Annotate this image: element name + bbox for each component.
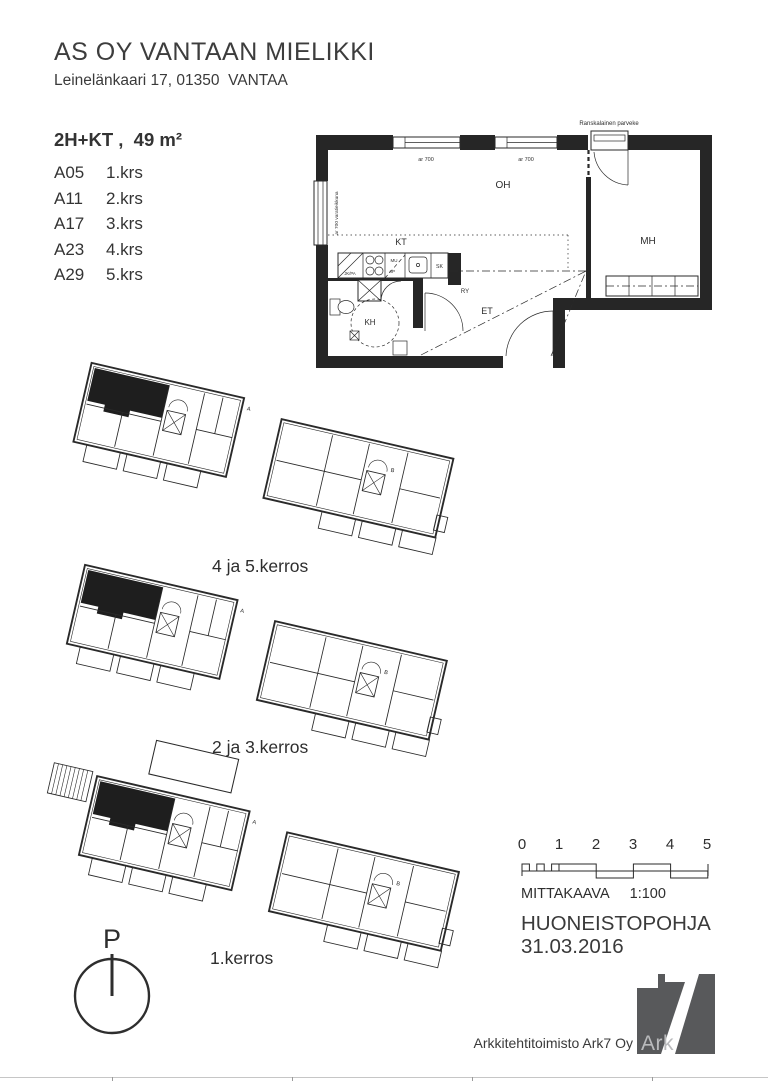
list-item bbox=[54, 160, 143, 186]
scale-caption-text: MITTAKAAVA bbox=[521, 886, 610, 902]
apartment-floor-plan bbox=[313, 113, 715, 375]
highlighted-apartment bbox=[79, 570, 163, 627]
compass bbox=[66, 924, 158, 1036]
escape-window-label: ar 700 varatieikkuna bbox=[335, 191, 340, 235]
scale-tick-label: 0 bbox=[517, 836, 527, 853]
north-label: P bbox=[102, 924, 122, 954]
balcony-door bbox=[589, 131, 629, 185]
entrance-door bbox=[506, 311, 553, 356]
room-label-hall: ET bbox=[481, 306, 493, 316]
scale-caption bbox=[521, 886, 666, 902]
floor-label-1: 1.kerros bbox=[210, 948, 274, 968]
list-item bbox=[54, 237, 143, 263]
ap-label: AP bbox=[388, 269, 396, 274]
list-item bbox=[54, 262, 143, 288]
window bbox=[393, 137, 460, 148]
scale-tick-label: 4 bbox=[665, 836, 675, 853]
scan-edge-tick bbox=[112, 1077, 113, 1081]
scan-edge-tick bbox=[652, 1077, 653, 1081]
unit-floor: 2.krs bbox=[106, 188, 143, 208]
fridge-label: JK/PA bbox=[344, 271, 356, 276]
stairwell-b-label: B bbox=[395, 880, 401, 888]
building-plan-floor-2-3 bbox=[30, 552, 450, 747]
ark7-logo bbox=[637, 974, 715, 1054]
building-plan-floor-1 bbox=[18, 740, 468, 955]
label-ry: RY bbox=[460, 289, 470, 295]
window-size-label: ar 700 bbox=[418, 157, 434, 163]
kitchen-counter bbox=[338, 253, 448, 278]
unit-floor: 4.krs bbox=[106, 239, 143, 259]
highlighted-apartment bbox=[86, 368, 170, 425]
wardrobe bbox=[606, 276, 698, 296]
unit-code: A17 bbox=[54, 214, 85, 233]
floor-label-2-3: 2 ja 3.kerros bbox=[212, 737, 309, 757]
unit-code: A23 bbox=[54, 239, 85, 259]
stairwell-a-label: A bbox=[251, 819, 257, 827]
scale-tick-label: 1 bbox=[554, 836, 564, 853]
unit-floor: 1.krs bbox=[106, 163, 143, 182]
document-date: 31.03.2016 bbox=[521, 935, 624, 958]
closet-label: SK bbox=[436, 264, 443, 270]
architect-firm: Arkkitehtitoimisto Ark7 Oy bbox=[473, 1035, 633, 1051]
window-size-label: ar 700 bbox=[518, 157, 534, 163]
room-label-bath: KH bbox=[364, 318, 376, 327]
unit-code: A11 bbox=[54, 188, 83, 208]
apartment-type: 2H+KT , 49 m² bbox=[54, 129, 183, 150]
stairwell-b-label: B bbox=[389, 467, 395, 475]
floor-label-4-5: 4 ja 5.kerros bbox=[212, 556, 309, 576]
list-item bbox=[54, 211, 143, 237]
scale-tick-label: 2 bbox=[591, 836, 601, 853]
mu-label: MU bbox=[390, 258, 398, 263]
unit-floor: 5.krs bbox=[106, 265, 143, 284]
window bbox=[495, 137, 557, 148]
page-title: AS OY VANTAAN MIELIKKI bbox=[54, 38, 375, 66]
scan-edge-tick bbox=[472, 1077, 473, 1081]
room-label-bedroom: MH bbox=[640, 236, 656, 247]
room-label-living: OH bbox=[495, 180, 511, 191]
room-label-kitchen: KT bbox=[395, 237, 407, 247]
address: Leinelänkaari 17, 01350 VANTAA bbox=[54, 72, 288, 89]
highlighted-apartment bbox=[91, 781, 175, 838]
interior-door bbox=[425, 293, 463, 331]
escape-window bbox=[314, 181, 327, 245]
balcony-label: Ranskalainen parveke bbox=[579, 121, 639, 127]
unit-code: A05 bbox=[54, 163, 85, 182]
list-item bbox=[54, 186, 143, 212]
unit-code: A29 bbox=[54, 265, 85, 284]
sink bbox=[409, 257, 427, 273]
scan-edge-tick bbox=[292, 1077, 293, 1081]
stairwell-a-label: A bbox=[246, 406, 252, 413]
scale-tick-label: 5 bbox=[702, 836, 712, 853]
stairwell-b-label: B bbox=[383, 669, 389, 677]
unit-floor: 3.krs bbox=[106, 214, 143, 233]
stairwell-a-label: A bbox=[239, 608, 245, 615]
scale-bar-graphic bbox=[521, 860, 709, 882]
document-type: HUONEISTOPOHJA bbox=[521, 912, 711, 935]
building-plan-floor-4-5 bbox=[40, 356, 460, 551]
canopy bbox=[149, 740, 239, 792]
scale-tick-label: 3 bbox=[628, 836, 638, 853]
logo-text: Ark bbox=[641, 1032, 674, 1055]
scale-ratio: 1:100 bbox=[629, 886, 666, 902]
unit-list bbox=[54, 160, 143, 288]
